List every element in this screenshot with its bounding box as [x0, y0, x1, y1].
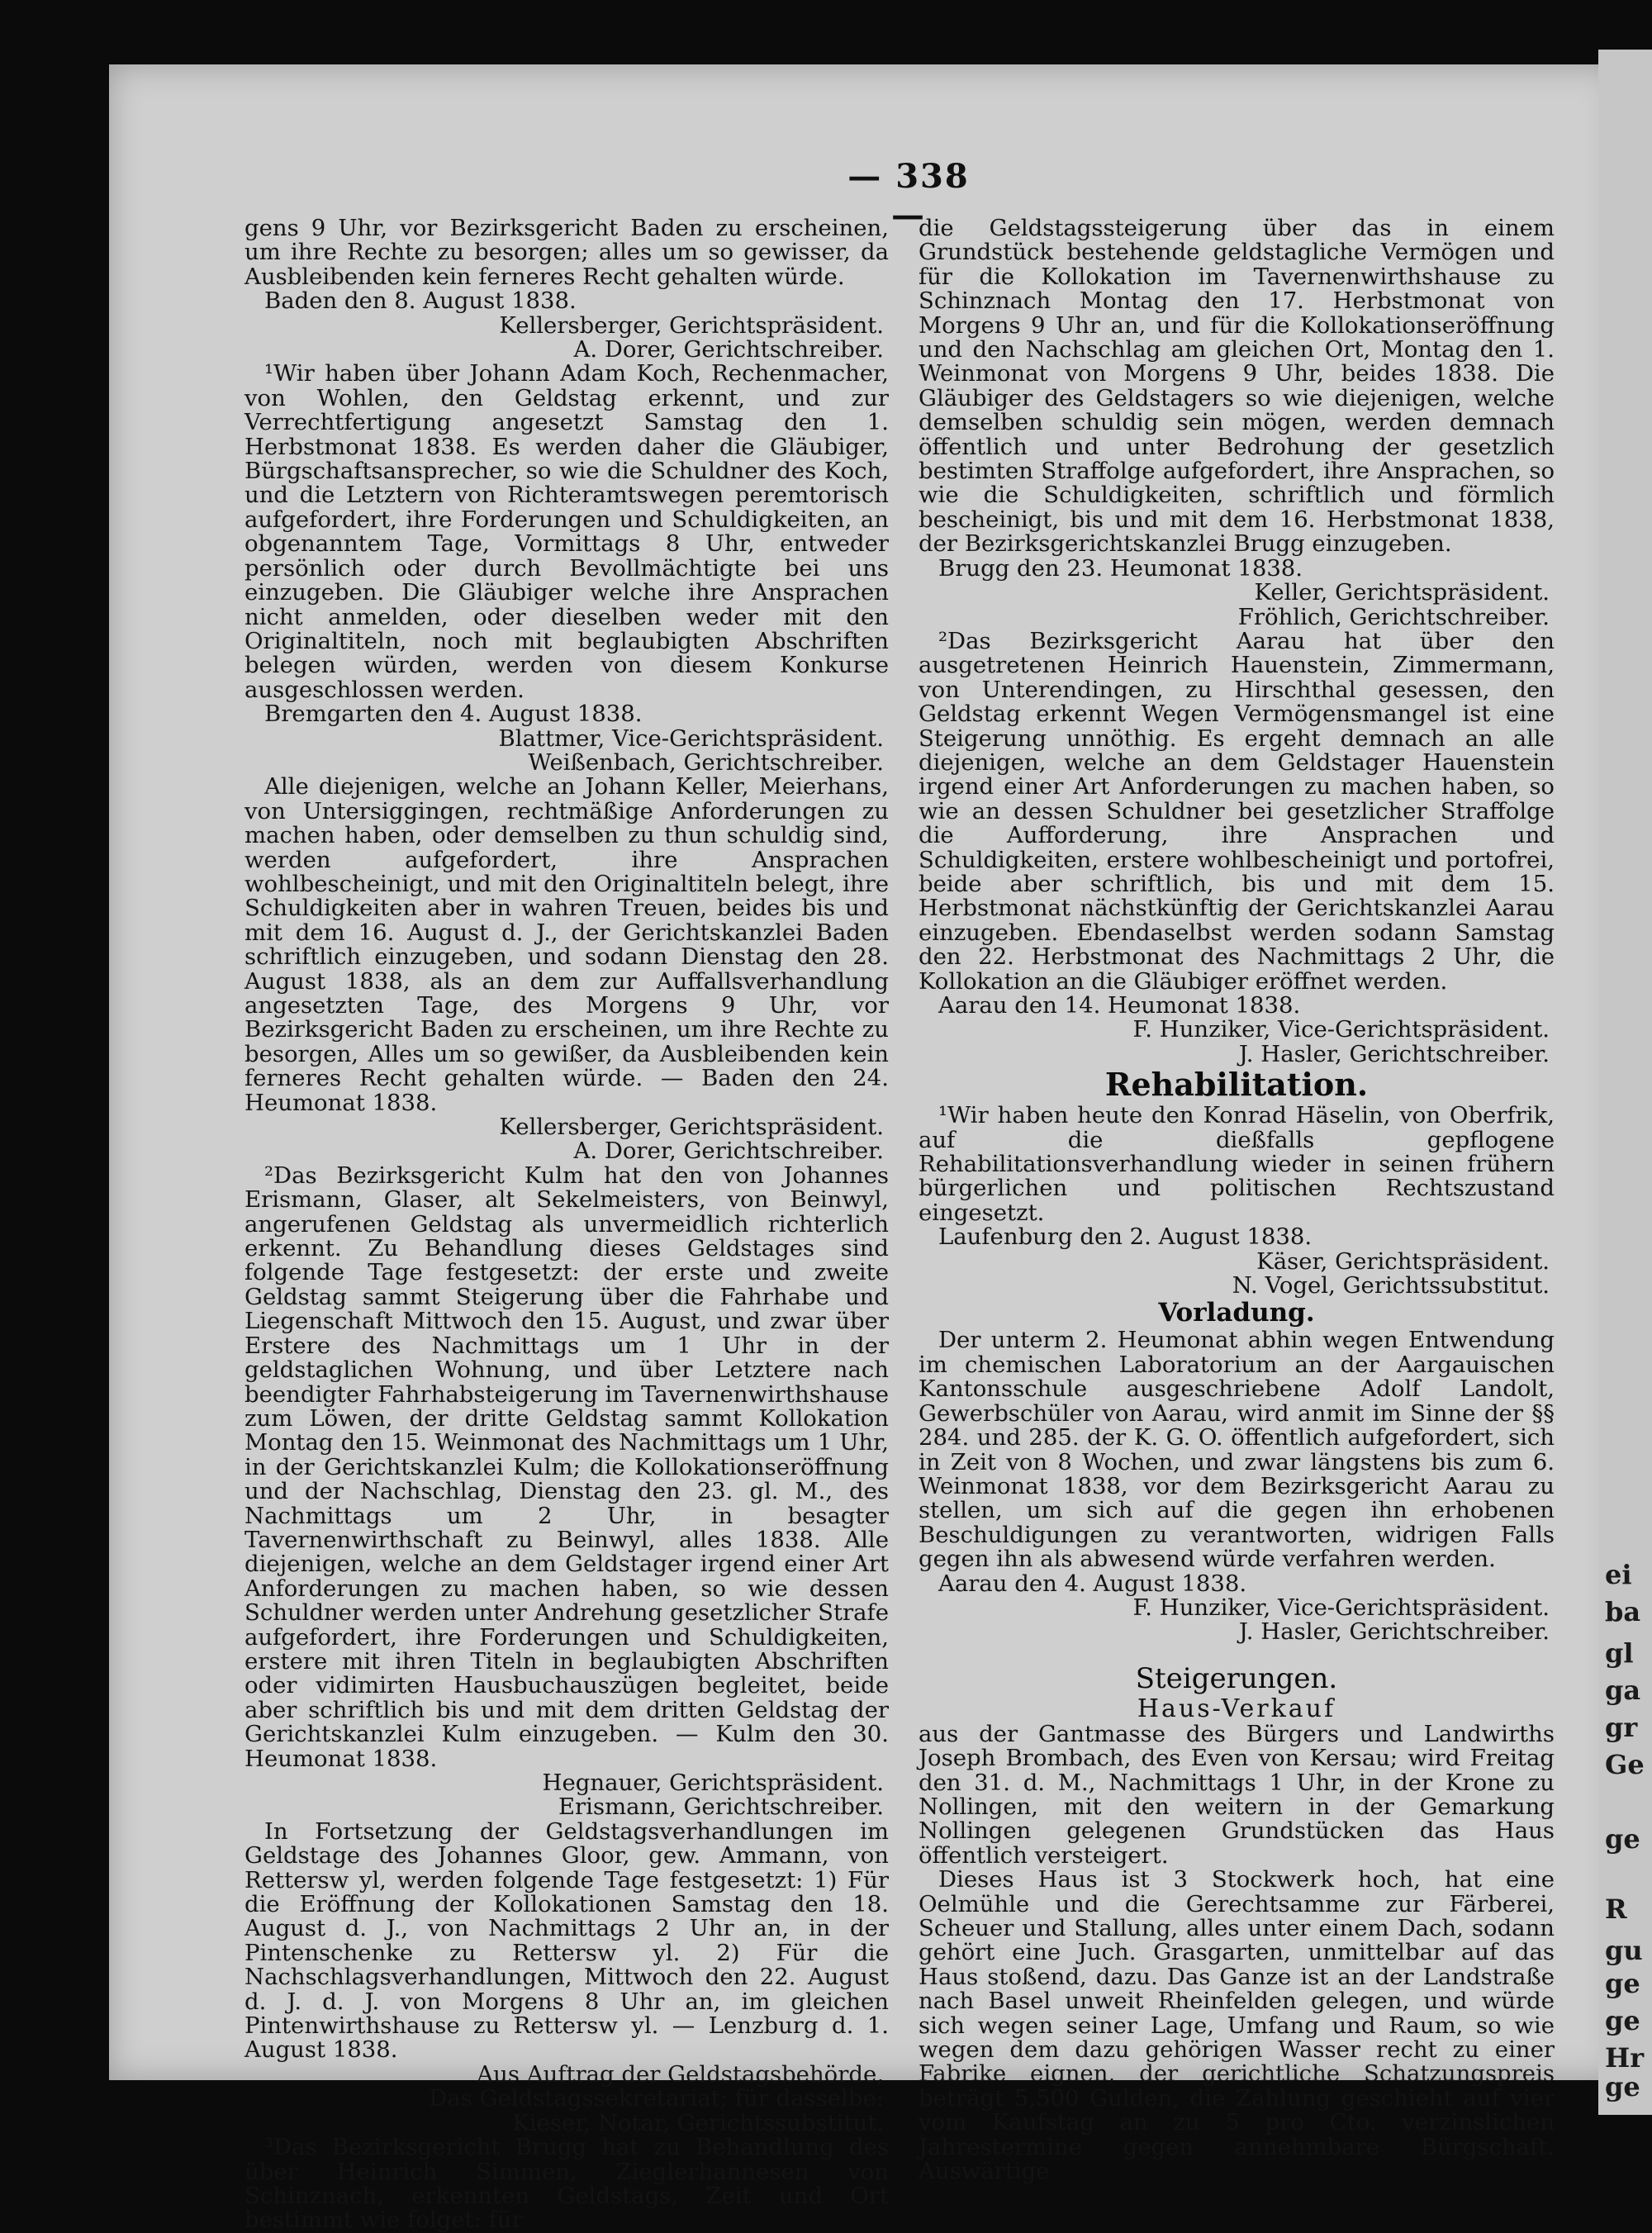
signature-line: A. Dorer, Gerichtschreiber. [573, 336, 884, 363]
dateline: Bremgarten den 4. August 1838. [264, 701, 643, 728]
signature-line: Erismann, Gerichtschreiber. [558, 1794, 884, 1821]
notice-paragraph: Alle diejenigen, welche an Johann Keller, Meierhans, von Untersiggingen, rechtmäßige Anforderungen zu machen haben, oder demselben zu thun schuldig sind, werden aufgefordert, ihre Ansprachen wohlbescheinigt, und mit den Originaltiteln belegt, ihre Schuldigkeiten aber in wahren Treuen, beides bis und mit dem 16. August d. J., der Gerichtskanzlei Baden schriftlich einzugeben, und sodann Dienstag den 28. August 1838, als an dem zur Auffallsverhandlung angesetzten Tage, des Morgens 9 Uhr, vor Bezirksgericht Baden zu erscheinen, um ihre Rechte zu besorgen, Alles um so gewißer, da Ausbleibenden kein ferneres Recht gehalten würde. — Baden den 24. Heumonat 1838. [244, 773, 889, 1116]
adjacent-page-edge [1598, 50, 1652, 2115]
adjacent-page-fragment: ge [1605, 2005, 1640, 2036]
signature-line: Käser, Gerichtspräsident. [1256, 1247, 1550, 1275]
dateline: Aarau den 14. Heumonat 1838. [938, 992, 1301, 1019]
signature-line: Hegnauer, Gerichtspräsident. [542, 1770, 884, 1796]
signature-line: Kellersberger, Gerichtspräsident. [499, 311, 884, 339]
notice-paragraph: Der unterm 2. Heumonat abhin wegen Entwendung im chemischen Laboratorium an der Aargauischen Kantonsschule ausgeschriebene Adolf Landolt, Gewerbschüler von Aarau, wird anmit im Sinne der §§ 284. und 285. der K. G. O. öffentlich aufgefordert, sich in Zeit von 8 Wochen, und zwar längstens bis zum 6. Weinmonat 1838, vor dem Bezirksgericht Aarau zu stellen, um sich auf die gegen ihn erhobenen Beschuldigungen zu verantworten, widrigen Falls gegen ihn als abwesend würde verfahren werden. [919, 1327, 1555, 1573]
notice-paragraph: ²Das Bezirksgericht Aarau hat über den ausgetretenen Heinrich Hauenstein, Zimmermann, von Unterendingen, zu Hirschthal gesessen, den Geldstag erkennt Wegen Vermögensmangel ist eine Steigerung unnöthig. Es ergeht demnach an alle diejenigen, welche an dem Geldstager Hauenstein irgend einer Art Anforderungen zu machen haben, so wie an dessen Schuldner bei gesetzlicher Straffolge die Aufforderung, ihre Ansprachen und Schuldigkeiten, erstere wohlbescheinigt und portofrei, beide aber schriftlich, bis und mit dem 15. Herbstmonat nächstkünftig der Gerichtskanzlei Aarau einzugeben. Ebendaselbst werden sodann Samstag den 22. Herbstmonat des Nachmittags 2 Uhr, die Kollokation an die Gläubiger eröffnet werden. [919, 627, 1555, 995]
section-heading: Vorladung. [1158, 1298, 1315, 1328]
paragraph: gens 9 Uhr, vor Bezirksgericht Baden zu erscheinen, um ihre Rechte zu besorgen; alles um so gewisser, da Ausbleibenden kein ferneres Recht gehalten würde. [244, 215, 889, 290]
left-column [244, 216, 889, 2233]
signature-line: Das Geldstagssekretariat; für dasselbe: [429, 2085, 884, 2112]
signature-line: Aus Auftrag der Geldstagsbehörde, [477, 2060, 884, 2088]
adjacent-page-fragment: gr [1605, 1712, 1638, 1743]
adjacent-page-fragment: ga [1605, 1675, 1641, 1706]
dateline: Baden den 8. August 1838. [264, 287, 577, 315]
right-column [919, 216, 1555, 2183]
signature-line: Blattmer, Vice-Gerichtspräsident. [498, 725, 884, 752]
notice-paragraph: Dieses Haus ist 3 Stockwerk hoch, hat eine Oelmühle und die Gerechtsamme zur Färberei, Scheuer und Stallung, alles unter einem Dach, sodann gehört eine Juch. Grasgarten, unmittelbar auf das Haus stoßend, dazu. Das Ganze ist an der Landstraße nach Basel unweit Rheinfelden gelegen, und würde sich wegen seiner Lage, Umfang und Raum, so wie wegen dem dazu gehörigen Wasser recht zu einer Fabrike eignen, der gerichtliche Schatzungspreis beträgt 5,500 Gulden, die Zahlung geschieht auf vier vom Kaufstag an zu 5 pro Cto. verzinslichen Jahrestermine gegen annehmbare Bürgschaft. Auswärtige [919, 1866, 1555, 2185]
signature-line: F. Hunziker, Vice-Gerichtspräsident. [1132, 1594, 1550, 1621]
signature-line: Kellersberger, Gerichtspräsident. [499, 1114, 884, 1141]
notice-paragraph: ¹Wir haben heute den Konrad Häselin, von Oberfrik, auf die dießfalls gepflogene Rehabilitationsverhandlung wieder in seinen frühern bürgerlichen und politischen Rechtszustand eingesetzt. [919, 1102, 1555, 1226]
notice-paragraph: ³Das Bezirksgericht Brugg hat zu Behandlung des über Heinrich Simmen, Zieglerhannesen von Schinznach, erkennten Geldstags, Zeit und Ort bestimmt wie folget: für [244, 2134, 889, 2233]
adjacent-page-fragment: R [1605, 1893, 1627, 1925]
adjacent-page-fragment: Ge [1605, 1749, 1645, 1780]
notice-paragraph: In Fortsetzung der Geldstagsverhandlungen im Geldstage des Johannes Gloor, gew. Ammann, von Rettersw yl, werden folgende Tage festgesetzt: 1) Für die Eröffnung der Kollokationen Samstag den 18. August d. J., von Nachmittags 2 Uhr an, in der Pintenschenke zu Rettersw yl. 2) Für die Nachschlagsverhandlungen, Mittwoch den 22. August d. J. d. J. von Morgens 8 Uhr an, im gleichen Pintenwirthshause zu Rettersw yl. — Lenzburg d. 1. August 1838. [244, 1817, 889, 2064]
paragraph: aus der Gantmasse des Bürgers und Landwirths Joseph Brombach, des Even von Kersau; wird Freitag den 31. d. M., Nachmittags 1 Uhr, in der Krone zu Nollingen, mit den weitern in der Gemarkung Nollingen gelegenen Grundstücken das Haus öffentlich versteigert. [919, 1720, 1555, 1869]
adjacent-page-fragment: ge [1605, 1968, 1640, 1999]
paragraph: die Geldstagssteigerung über das in einem Grundstück bestehende geldstagliche Vermögen und für die Kollokation im Tavernenwirthshause zu Schinznach Montag den 17. Herbstmonat von Morgens 9 Uhr an, und für die Kollokationseröffnung und den Nachschlag am gleichen Ort, Montag den 1. Weinmonat von Morgens 9 Uhr, beides 1838. Die Gläubiger des Geldstagers so wie diejenigen, welche demselben schuldig sein mögen, werden demnach öffentlich und unter Bedrohung der gesetzlich bestimten Straffolge aufgefordert, ihre Ansprachen, so wie die Schuldigkeiten, schriftlich und förmlich bescheinigt, bis und mit dem 16. Herbstmonat 1838, der Bezirksgerichtskanzlei Brugg einzugeben. [919, 215, 1555, 558]
signature-line: Kieser, Notar, Gerichtssubstitut. [512, 2109, 884, 2136]
signature-line: Fröhlich, Gerichtschreiber. [1237, 603, 1550, 630]
signature-line: N. Vogel, Gerichtssubstitut. [1232, 1272, 1550, 1299]
section-heading: Steigerungen. [1135, 1661, 1338, 1695]
page-number: — 338 — [847, 157, 970, 235]
signature-line: J. Hasler, Gerichtschreiber. [1238, 1040, 1550, 1067]
dateline: Brugg den 23. Heumonat 1838. [938, 554, 1303, 582]
adjacent-page-fragment: ei [1605, 1559, 1632, 1590]
notice-paragraph: ²Das Bezirksgericht Kulm hat den von Johannes Erismann, Glaser, alt Sekelmeisters, von Beinwyl, angerufenen Geldstag als unvermeidlich richterlich erkennt. Zu Behandlung dieses Geldstages sind folgende Tage festgesetzt: der erste und zweite Geldstag sammt Steigerung über die Fahrhabe und Liegenschaft Mittwoch den 15. August, und zwar über Erstere des Nachmittags um 1 Uhr in der geldstaglichen Wohnung, und über Letztere nach beendigter Fahrhabsteigerung im Tavernenwirthshause zum Löwen, der dritte Geldstag sammt Kollokation Montag den 15. Weinmonat des Nachmittags um 1 Uhr, in der Gerichtskanzlei Kulm; die Kollokationseröffnung und der Nachschlag, Dienstag den 23. gl. M., des Nachmittags um 2 Uhr, in besagter Tavernenwirthschaft zu Beinwyl, alles 1838. Alle diejenigen, welche an dem Geldstager irgend einer Art Anforderungen zu machen haben, so wie dessen Schuldner werden unter Andrehung gesetzlicher Strafe aufgefordert, ihre Forderungen und Schuldigkeiten, erstere mit ihren Titeln in beglaubigten Abschriften oder vidimirten Hausbuchauszügen begleitet, beide aber schriftlich bis und mit dem dritten Geldstag der Gerichtskanzlei Kulm einzugeben. — Kulm den 30. Heumonat 1838. [244, 1162, 889, 1772]
dateline: Aarau den 4. August 1838. [938, 1570, 1247, 1597]
signature-line: Weißenbach, Gerichtschreiber. [528, 748, 884, 776]
notice-paragraph: ¹Wir haben über Johann Adam Koch, Rechenmacher, von Wohlen, den Geldstag erkennt, und zur Verrechtfertigung angesetzt Samstag den 1. Herbstmonat 1838. Es werden daher die Gläubiger, Bürgschaftsansprecher, so wie die Schuldner des Koch, und die Letztern von Richteramtswegen peremtorisch aufgefordert, ihre Forderungen und Schuldigkeiten, an obgenanntem Tage, Vormittags 8 Uhr, entweder persönlich oder durch Bevollmächtigte bei uns einzugeben. Die Gläubiger welche ihre Ansprachen nicht anmelden, oder dieselben weder mit den Originaltiteln, noch mit beglaubigten Abschriften belegen würden, werden von diesem Konkurse ausgeschlossen werden. [244, 360, 889, 703]
signature-line: F. Hunziker, Vice-Gerichtspräsident. [1132, 1016, 1550, 1043]
signature-line: J. Hasler, Gerichtschreiber. [1238, 1618, 1550, 1646]
adjacent-page-fragment: ge [1605, 2071, 1640, 2102]
adjacent-page-fragment: gu [1605, 1935, 1643, 1966]
signature-line: Keller, Gerichtspräsident. [1254, 579, 1550, 606]
adjacent-page-fragment: ba [1605, 1596, 1641, 1627]
section-heading: Rehabilitation. [1104, 1066, 1369, 1104]
signature-line: A. Dorer, Gerichtschreiber. [573, 1138, 884, 1165]
subsection-heading: Haus-Verkauf [1137, 1694, 1336, 1723]
adjacent-page-fragment: ge [1605, 1823, 1640, 1855]
adjacent-page-fragment: Hr [1605, 2042, 1645, 2074]
adjacent-page-fragment: gl [1605, 1637, 1634, 1669]
dateline: Laufenburg den 2. August 1838. [938, 1223, 1313, 1251]
